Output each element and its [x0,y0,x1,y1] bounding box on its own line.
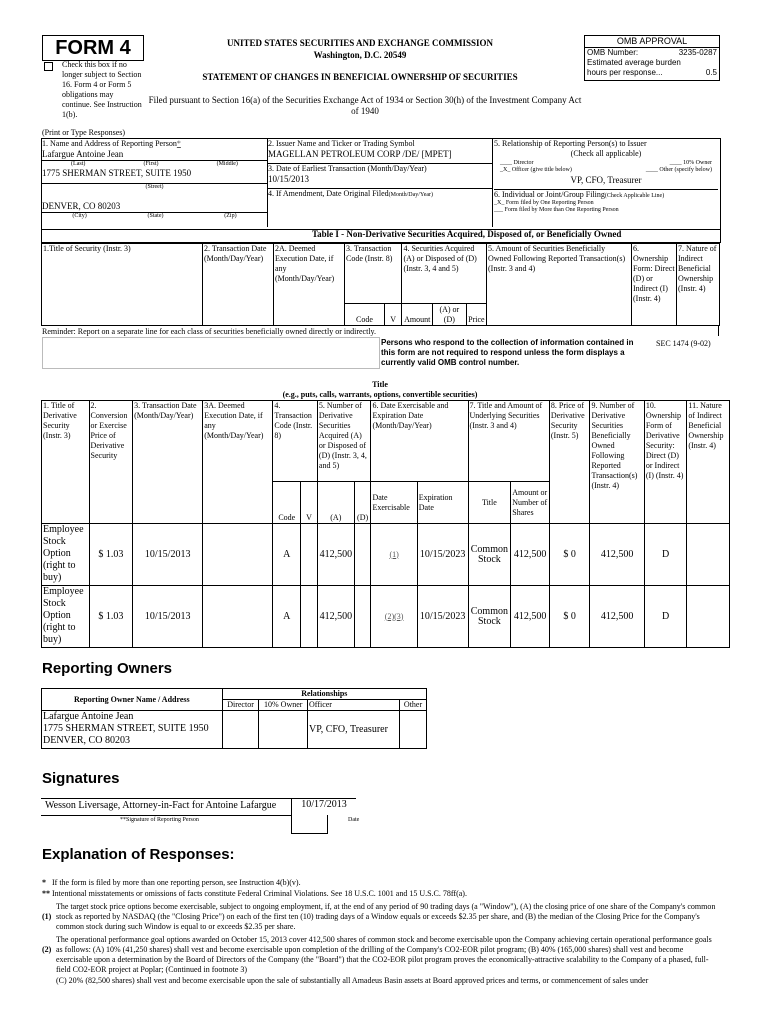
ro-col-other: Other [400,700,427,711]
no-longer-subject-checkbox[interactable] [44,62,53,71]
t2-r1-date: 10/15/2013 [133,524,203,586]
box6 [494,190,718,227]
t1-sub-v: V [384,304,402,326]
sign-date: 10/17/2013 [301,799,347,810]
city-label: (City) [72,213,87,219]
earliest-transaction-date: 10/15/2013 [268,174,310,184]
box6-label: 6. Individual or Joint/Group Filing [494,190,605,199]
box3 [268,164,493,189]
omb-box [584,35,720,81]
t2-h1: 1. Title of Derivative Security (Instr. 3) [42,401,90,524]
box2 [268,139,493,164]
t1-col-deemed: 2A. Deemed Execution Date, if any (Month/Day/Year) [274,244,345,326]
t1-col-title: 1.Title of Security (Instr. 3) [42,244,203,326]
t1-col-ownership: 6. Ownership Form: Direct (D) or Indirect (I) (Instr. 4) [632,244,677,326]
t2-r2-dprice: $ 0 [549,586,590,648]
statement-title: STATEMENT OF CHANGES IN BENEFICIAL OWNERSHIP OF SECURITIES [202,72,518,82]
t1-col-code: 3. Transaction Code (Instr. 8) [345,244,402,304]
footnote-2-text: The operational performance goal options awarded on October 15, 2013 cover 412,500 shares of common stock and become exercisable upon the Company achieving certain operational performance goals as follows: (A) 10% (41,250 shares) shall vest and become exercisable upon completion of the drilling of the Company's CO2-EOR pilot program; (B) 40% (165,000 shares) shall vest and become exercisable upon a determination by the Board of Directors of the Company (the "Board") that the CO2-EOR pilot program proves the economically-attractive scalability to the Company of a phased, full-field CO2-EOR project at Poplar; (Continued in footnote 3) [56,935,712,974]
t2-sub-date-ex: Date Exercisable [371,482,417,524]
signature-box [41,798,291,816]
table-row [42,524,730,586]
last-label: (Last) [71,161,86,167]
checkbox-text: Check this box if no longer subject to Section 16. Form 4 or Form 5 obligations may continue. See Instruction 1(b). [62,60,142,119]
officer-title: VP, CFO, Treasurer [570,175,642,185]
reporting-owners-heading: Reporting Owners [42,660,173,677]
other-option: ____ Other (specify below) [645,167,712,173]
persons-blank-box [42,337,380,369]
box3-label: 3. Date of Earliest Transaction (Month/Day/Year) [268,164,427,173]
ro-col-officer: Officer [308,700,400,711]
t2-r1-deemed [203,524,273,586]
box5-label: 5. Relationship of Reporting Person(s) to Issuer [494,139,647,148]
table1-title: Table I - Non-Derivative Securities Acquired, Disposed of, or Beneficially Owned [41,228,721,243]
t2-r1-exp: 10/15/2023 [417,524,468,586]
t1-col-date: 2. Transaction Date (Month/Day/Year) [203,244,274,326]
t2-h4: 4. Transaction Code (Instr. 8) [273,401,318,482]
t2-h10: 10. Ownership Form of Derivative Security: Direct (D) or Indirect (I) (Instr. 4) [644,401,687,524]
reporting-person-name: Lafargue Antoine Jean [42,149,124,159]
t2-r2-security: Employee Stock Option (right to buy) [42,586,90,648]
persons-notice: Persons who respond to the collection of information contained in this form are not required to respond unless the form displays a currently valid OMB control number. [381,338,634,367]
t1-sub-code: Code [345,304,385,326]
t2-h8: 8. Price of Derivative Security (Instr. 5) [549,401,590,524]
t2-r2-v [301,586,318,648]
ro-officer: VP, CFO, Treasurer [308,711,400,749]
note-star: * If the form is filed by more than one reporting person, see Instruction 4(b)(v). [42,878,301,887]
t2-h5: 5. Number of Derivative Securities Acquired (A) or Disposed of (D) (Instr. 3, 4, and 5) [317,401,371,482]
ro-director [222,711,259,749]
t2-sub-a: (A) [317,482,354,524]
ro-city: DENVER, CO 80203 [43,735,130,746]
filed-pursuant: Filed pursuant to Section 16(a) of the Securities Exchange Act of 1934 or Section 30(h) of the Investment Company Act of 1940 [148,95,582,116]
first-label: (First) [143,161,159,167]
t2-sub-title: Title [468,482,511,524]
middle-label: (Middle) [216,161,238,167]
box1-label: 1. Name and Address of Reporting Person [42,139,177,148]
ten-pct-option: ____ 10% Owner [669,160,712,166]
box4-sub: (Month/Day/Year) [388,192,434,198]
reporting-owners-table [41,688,427,749]
ro-ten [259,711,308,749]
omb-number: 3235-0287 [678,48,717,57]
t2-r1-code: A [273,524,301,586]
zip-label: (Zip) [224,213,237,219]
footnote-1: (1) The target stock price options become exercisable, subject to ongoing employment, if, at the end of any period of 90 trading days (a "Window"), (A) the closing price of one share of the Company's common stock as reported by NASDAQ (the "Closing Price") on each of the first ten (10) trading days of a Window equals or exceeds $2.35 per share, and (B) the median of the Closing Price for the Company's common stock during such Window is equal to or exceeds $2.35 per share. [42,902,720,932]
signature-label: **Signature of Reporting Person [120,817,199,823]
t2-r1-security: Employee Stock Option (right to buy) [42,524,90,586]
t2-r2-amount: 412,500 [511,586,550,648]
issuer-name: MAGELLAN PETROLEUM CORP /DE/ [MPET] [268,149,452,159]
box5-sub: (Check all applicable) [570,149,642,158]
t2-r2-form: D [644,586,687,648]
date-box-right [291,815,328,834]
t2-sub-exp: Expiration Date [417,482,468,524]
t2-h2: 2. Conversion or Exercise Price of Derivative Security [89,401,133,524]
explanation-heading: Explanation of Responses: [42,846,235,863]
reminder-text: Reminder: Report on a separate line for each class of securities beneficially owned directly or indirectly. [42,327,377,336]
ro-col-ten: 10% Owner [259,700,308,711]
t2-r2-a: 412,500 [317,586,354,648]
t2-r1-dprice: $ 0 [549,524,590,586]
t2-r2-deemed [203,586,273,648]
omb-number-label: OMB Number: [587,48,639,57]
omb-hours-label: hours per response... [587,68,663,77]
t2-r2-title: Common Stock [468,586,511,648]
ro-col-name: Reporting Owner Name / Address [42,689,223,711]
table2-title: Title [372,380,388,389]
t1-col-nature: 7. Nature of Indirect Beneficial Ownership (Instr. 4) [677,244,720,326]
table1 [41,228,721,326]
box6-sub: (Check Applicable Line) [604,193,665,199]
director-option: ____ Director [500,160,534,166]
signer: Wesson Liversage, Attorney-in-Fact for Antoine Lafargue [45,800,277,811]
t2-r2-d [354,586,371,648]
t1-sub-price: Price [466,304,486,326]
t2-r1-amount: 412,500 [511,524,550,586]
t2-r1-owned: 412,500 [590,524,644,586]
table-row [42,586,730,648]
footnote-link[interactable]: (1) [389,549,399,559]
form-title-box [42,35,144,61]
t1-sub-aord: (A) or (D) [432,304,466,326]
t1-col-amount: 5. Amount of Securities Beneficially Owned Following Reported Transaction(s) (Instr. 3 and 4) [487,244,632,326]
t2-h3a: 3A. Deemed Execution Date, if any (Month/Day/Year) [203,401,273,524]
t2-r1-price: $ 1.03 [89,524,133,586]
t2-h3: 3. Transaction Date (Month/Day/Year) [133,401,203,524]
signatures-heading: Signatures [42,770,120,787]
ro-col-relationships: Relationships [222,689,426,700]
note-double-star: ** Intentional misstatements or omissions of facts constitute Federal Criminal Violations. See 18 U.S.C. 1001 and 15 U.S.C. 78ff(a). [42,889,467,898]
t2-r2-date: 10/15/2013 [133,586,203,648]
reminder-line [445,325,719,336]
box4 [268,189,493,227]
state-label: (State) [147,213,164,219]
t2-r1-v [301,524,318,586]
agency-location: Washington, D.C. 20549 [313,50,407,60]
table-row [42,711,427,749]
filed-by-one: _X_ Form filed by One Reporting Person [494,200,594,206]
t2-h7: 7. Title and Amount of Underlying Securities (Instr. 3 and 4) [468,401,549,482]
t2-r2-owned: 412,500 [590,586,644,648]
print-type: (Print or Type Responses) [42,128,126,137]
box5 [494,139,718,190]
street-label: (Street) [42,183,267,191]
t2-r2-exp: 10/15/2023 [417,586,468,648]
t1-col-securities: 4. Securities Acquired (A) or Disposed of (D) (Instr. 3, 4 and 5) [402,244,487,304]
t2-h6: 6. Date Exercisable and Expiration Date (Month/Day/Year) [371,401,468,482]
ro-name: Lafargue Antoine Jean [43,711,134,722]
box2-label: 2. Issuer Name and Ticker or Trading Symbol [268,139,415,148]
agency-name: UNITED STATES SECURITIES AND EXCHANGE COMMISSION [227,38,493,48]
t2-r1-title: Common Stock [468,524,511,586]
t2-r1-a: 412,500 [317,524,354,586]
omb-hours: 0.5 [705,68,717,77]
t2-sub-code: Code [273,482,301,524]
t1-sub-amount: Amount [402,304,433,326]
street-value: 1775 SHERMAN STREET, SUITE 1950 [42,168,192,178]
box1 [42,139,268,227]
t2-sub-v: V [301,482,318,524]
filed-by-more: ___ Form filed by More than One Reporting Person [494,207,619,213]
t2-r1-d [354,524,371,586]
t2-h9: 9. Number of Derivative Securities Beneficially Owned Following Reported Transaction(s) (Instr. 4) [590,401,644,524]
ro-col-director: Director [222,700,259,711]
footnote-1-text: The target stock price options become exercisable, subject to ongoing employment, if, at the end of any period of 90 trading days (a "Window"), (A) the closing price of one share of the Company's common stock as reported by NASDAQ (the "Closing Price") on each of the first ten (10) trading days of a Window equals or exceeds $2.35 per share, and (B) the median of the Closing Price for the Company's common stock during such Window is equal to or exceeds $2.35 per share. [56,902,716,931]
date-label: Date [348,817,360,823]
t2-r1-form: D [644,524,687,586]
t2-sub-amount: Amount or Number of Shares [511,482,550,524]
t2-r2-price: $ 1.03 [89,586,133,648]
footnote-link[interactable]: (2)(3) [384,611,404,621]
table2 [41,400,730,648]
ro-street: 1775 SHERMAN STREET, SUITE 1950 [43,723,209,734]
t2-sub-d: (D) [354,482,371,524]
t2-h11: 11. Nature of Indirect Beneficial Ownership (Instr. 4) [687,401,730,524]
officer-option: _X_ Officer (give title below) [500,167,572,173]
table2-subtitle: (e.g., puts, calls, warrants, options, convertible securities) [282,390,478,399]
footnote-3-text: (C) 20% (82,500 shares) shall vest and become exercisable upon the sale of substantially all Amadeus Basin assets at Board approved prices and terms, or commencement of sales under [56,976,649,985]
sec-number: SEC 1474 (9-02) [656,339,711,348]
box1-star: * [176,139,181,148]
footnote-2: (2) The operational performance goal options awarded on October 15, 2013 cover 412,500 shares of common stock and become exercisable upon the Company achieving certain operational performance goals as follows: (A) 10% (41,250 shares) shall vest and become exercisable upon completion of the drilling of the Company's CO2-EOR pilot program; (B) 40% (165,000 shares) shall vest and become exercisable upon a determination by the Board of Directors of the Company (the "Board") that the CO2-EOR pilot program proves the economically-attractive scalability to the Company of a phased, full-field CO2-EOR project at Poplar; (Continued in footnote 3) [42,935,720,975]
form-title: FORM 4 [55,37,131,59]
t2-r2-nature [687,586,730,648]
omb-burden: Estimated average burden [587,58,681,67]
omb-title: OMB APPROVAL [585,36,719,48]
city-value: DENVER, CO 80203 [42,201,121,211]
t2-r1-nature [687,524,730,586]
ro-other [400,711,427,749]
t2-r2-code: A [273,586,301,648]
box4-label: 4. If Amendment, Date Original Filed [268,189,389,198]
